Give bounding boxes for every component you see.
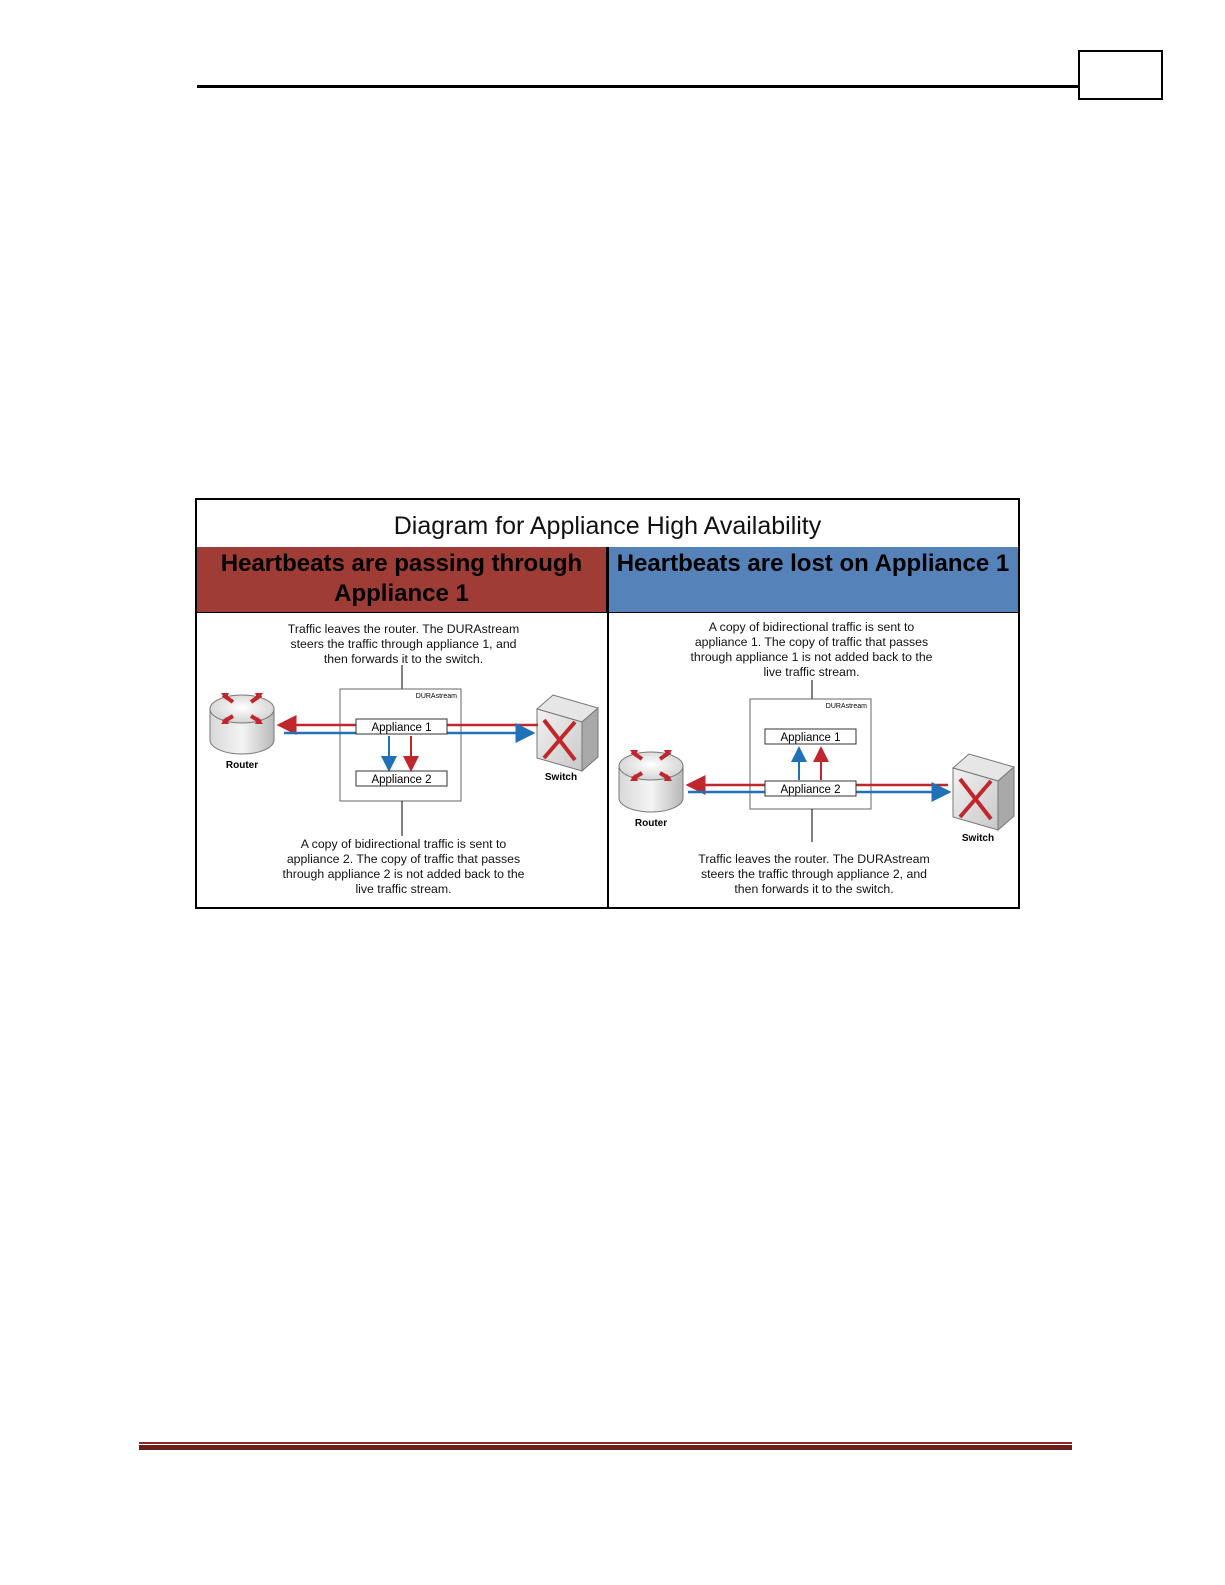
switch-label: Switch [961, 833, 995, 844]
left-appliance-2-label: Appliance 2 [371, 774, 432, 786]
router-label: Router [634, 818, 668, 829]
left-top-caption: Traffic leaves the router. The DURAstream steers the traffic through appliance 1, and then forwards it to the switch. [287, 622, 520, 666]
router-icon [210, 693, 274, 754]
left-appliance-1-label: Appliance 1 [371, 722, 432, 734]
router-icon [619, 750, 683, 812]
header-rule [197, 85, 1079, 88]
switch-icon [953, 754, 1014, 830]
footer-rule [139, 1442, 1072, 1450]
right-durastream-label: DURAstream [825, 703, 867, 710]
right-bottom-caption: Traffic leaves the router. The DURAstream steers the traffic through appliance 2, and then forwards it to the switch. [698, 852, 930, 896]
left-panel-header: Heartbeats are passing through Appliance 1 [197, 547, 608, 612]
switch-label: Switch [544, 772, 578, 783]
router-label: Router [225, 760, 259, 771]
right-top-caption: A copy of bidirectional traffic is sent to appliance 1. The copy of traffic that passes through appliance 1 is not added back to the live traffic stream. [690, 620, 933, 679]
diagram-title: Diagram for Appliance High Availability [197, 500, 1018, 548]
left-durastream-label: DURAstream [415, 693, 457, 700]
right-appliance-2-label: Appliance 2 [780, 784, 841, 796]
right-appliance-1-label: Appliance 1 [780, 732, 841, 744]
page-number-box [1078, 50, 1163, 100]
right-panel-header: Heartbeats are lost on Appliance 1 [608, 547, 1018, 612]
left-bottom-caption: A copy of bidirectional traffic is sent to appliance 2. The copy of traffic that passes through appliance 2 is not added back to the live traffic stream. [282, 837, 525, 896]
ha-diagram [195, 498, 1020, 909]
switch-icon [537, 695, 598, 771]
